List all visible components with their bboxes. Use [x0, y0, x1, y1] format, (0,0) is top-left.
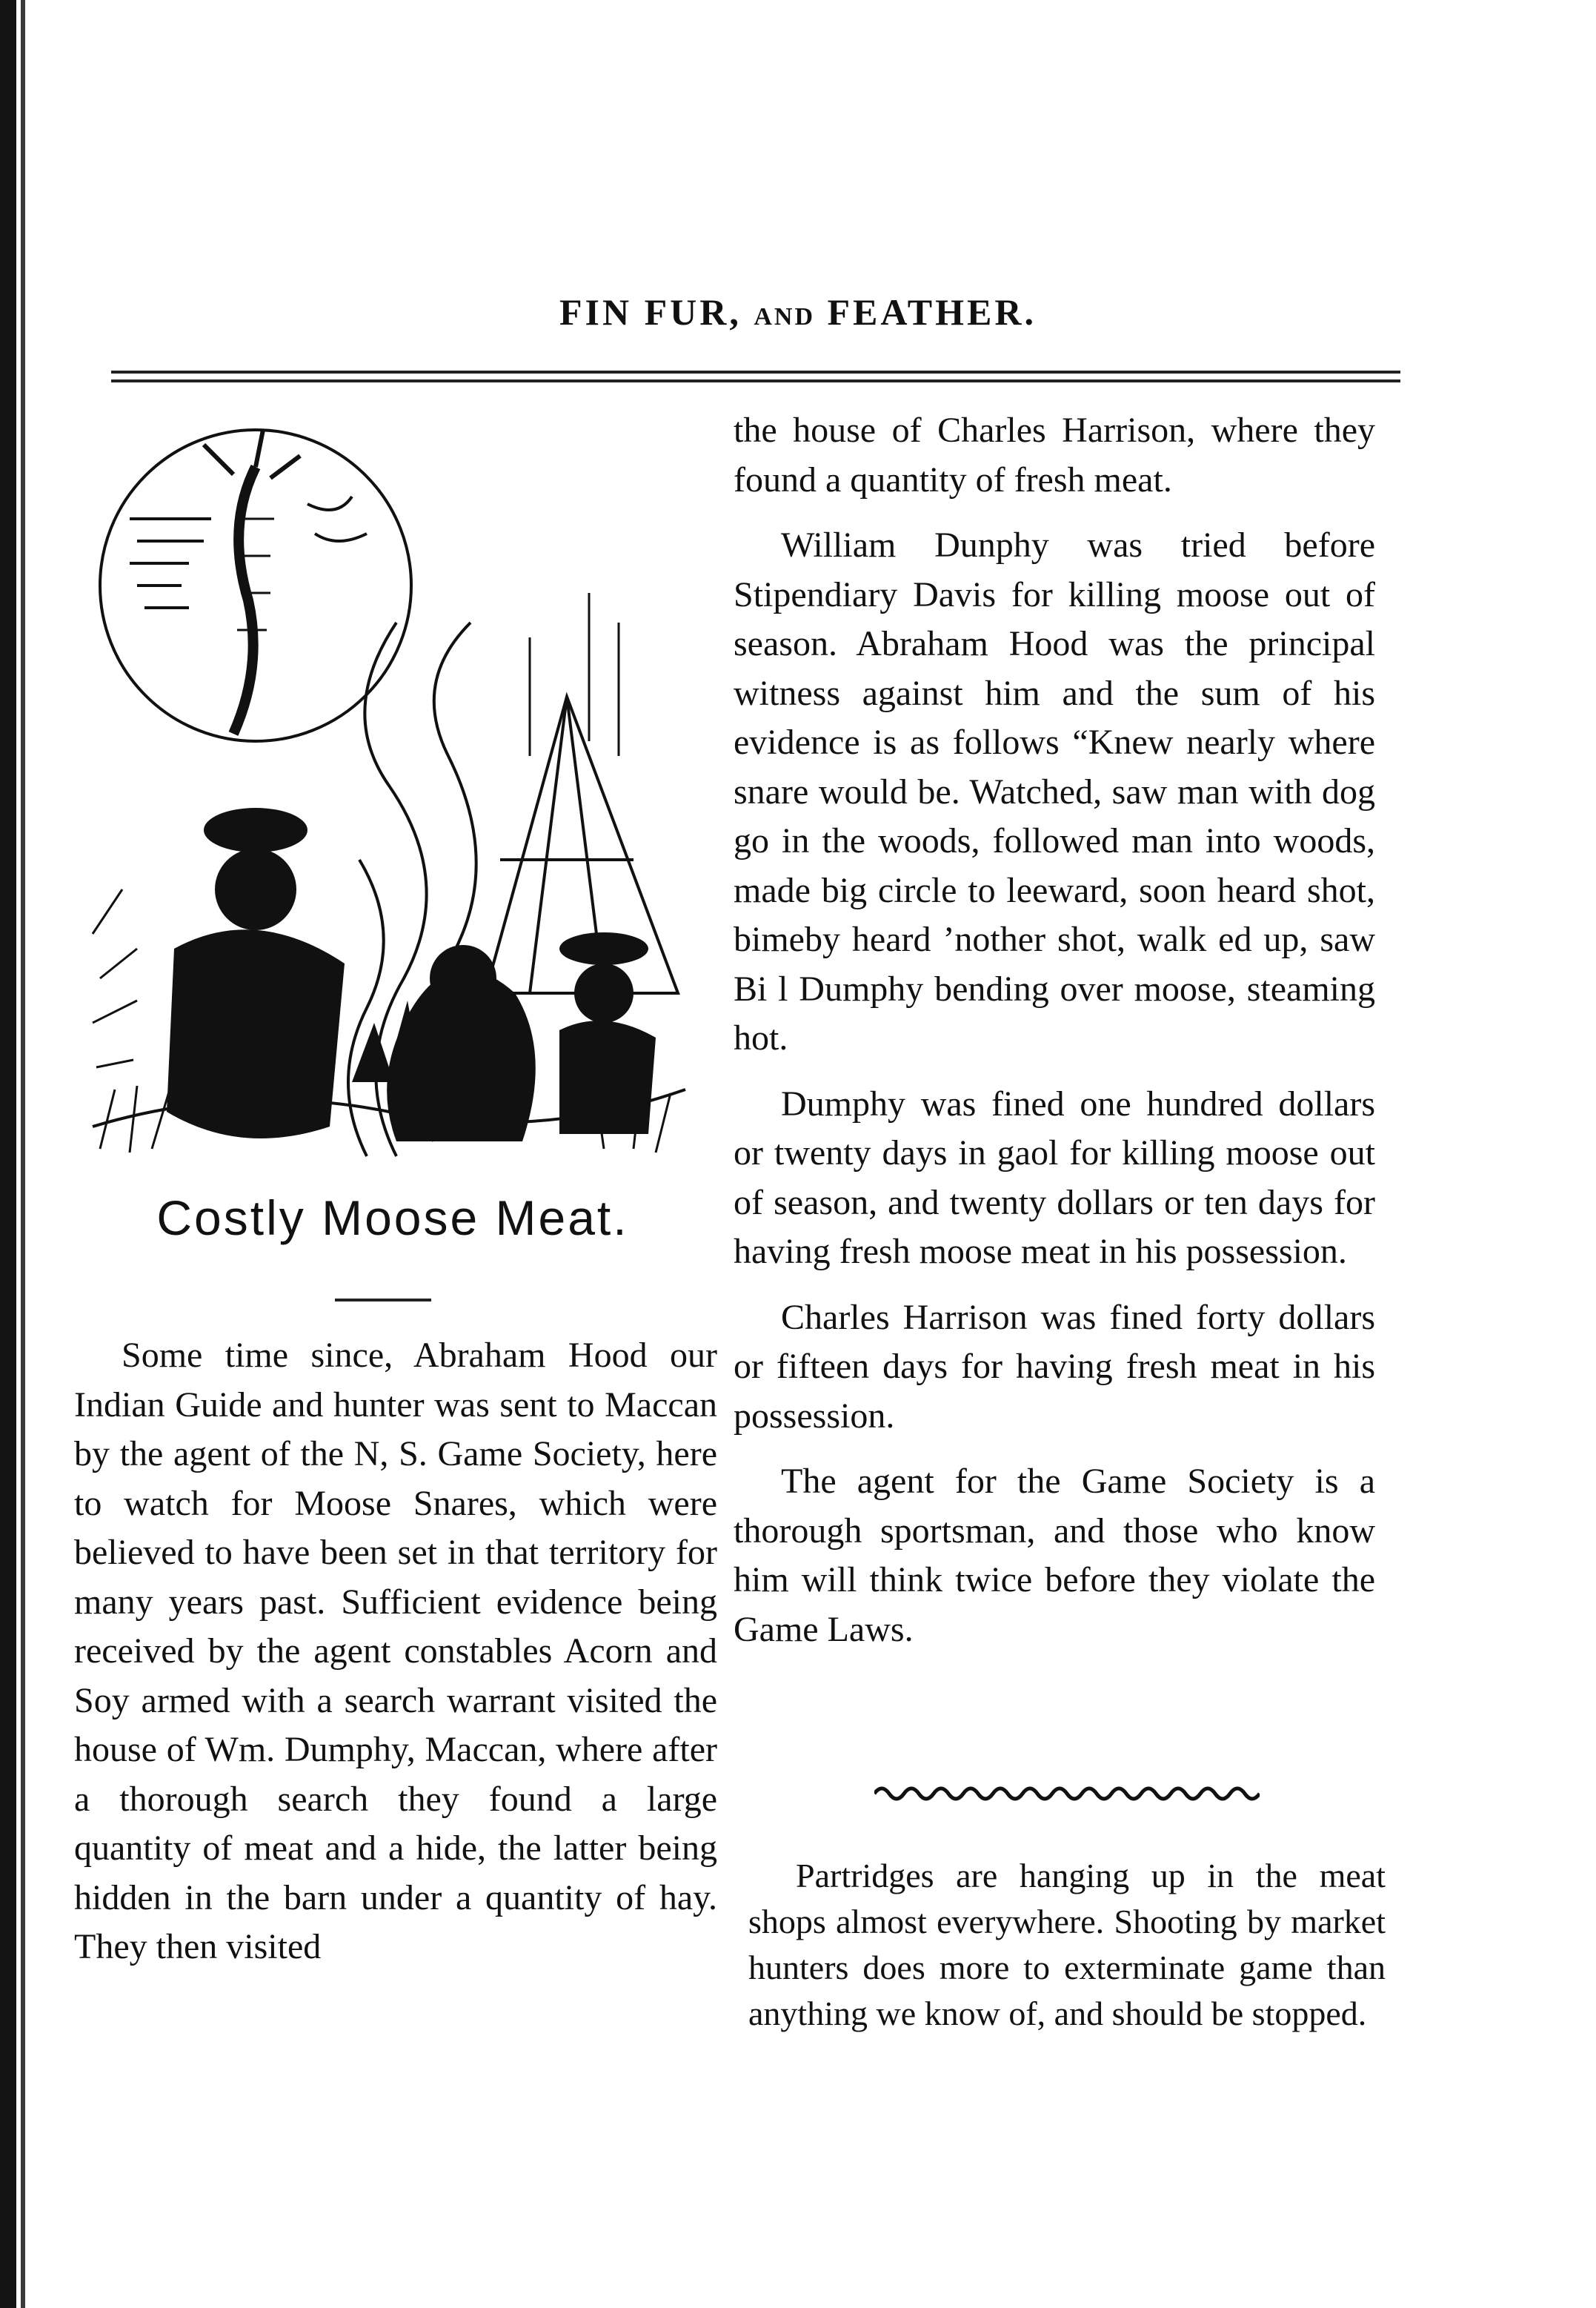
article-paragraph-4: Charles Harrison was fined forty dollars or fifteen days for having fresh meat in his possession. — [734, 1297, 1375, 1436]
binding-edge — [0, 0, 16, 2308]
article-left-column — [74, 1331, 717, 1972]
header-part-3: FEATHER. — [827, 291, 1037, 333]
note-column — [748, 1853, 1386, 2037]
article-paragraph-2: William Dunphy was tried before Stipendiary Davis for killing moose out of season. Abraham Hood was the principal witness against him and the sum of his evidence is as follows “Knew nearly where snare would be. Watched, saw man with dog go in the woods, followed man into woods, made big circle to leeward, soon heard shot, bimeby heard ’nother shot, walk ed up, saw Bi l Dumphy bending over moose, steaming hot. — [734, 525, 1375, 1058]
section-divider-squiggle — [874, 1779, 1260, 1808]
page-header — [0, 291, 1596, 334]
article-paragraph-5: The agent for the Game Society is a thorough sportsman, and those who know him will think twice before they violate the Game Laws. — [734, 1462, 1375, 1649]
article-paragraph-1: Some time since, Abraham Hood our Indian Guide and hunter was sent to Maccan by the agent of the N, S. Game Society, here to watch for Moose Snares, which were believed to have been set in that territory for many years past. Sufficient evidence being received by the agent constables Acorn and Soy armed with a search warrant visited the house of Wm. Dumphy, Maccan, where after a thorough search they found a large quantity of meat and a hide, the latter being hidden in the barn under a quantity of hay. They then visited — [74, 1336, 717, 1966]
header-rule-top — [111, 371, 1400, 374]
campfire-hunters-illustration — [85, 415, 693, 1178]
article-paragraph-3: Dumphy was fined one hundred dollars or twenty days in gaol for killing moose out of season, and twenty dollars or ten days for having fresh moose meat in his possession. — [734, 1084, 1375, 1271]
header-part-1: FIN FUR, — [559, 291, 742, 333]
article-right-column — [734, 406, 1375, 1654]
article-title: Costly Moose Meat. — [156, 1190, 629, 1245]
title-divider — [335, 1299, 431, 1301]
header-part-2: AND — [754, 303, 816, 331]
article-paragraph-continued: the house of Charles Harrison, where they found a quantity of fresh meat. — [734, 411, 1375, 500]
header-rule-bottom — [111, 379, 1400, 382]
partridges-note: Partridges are hanging up in the meat shops almost everywhere. Shooting by market hunters does more to exterminate game than anything we know of, and should be stopped. — [748, 1857, 1386, 2032]
binding-edge-shadow — [21, 0, 25, 2308]
